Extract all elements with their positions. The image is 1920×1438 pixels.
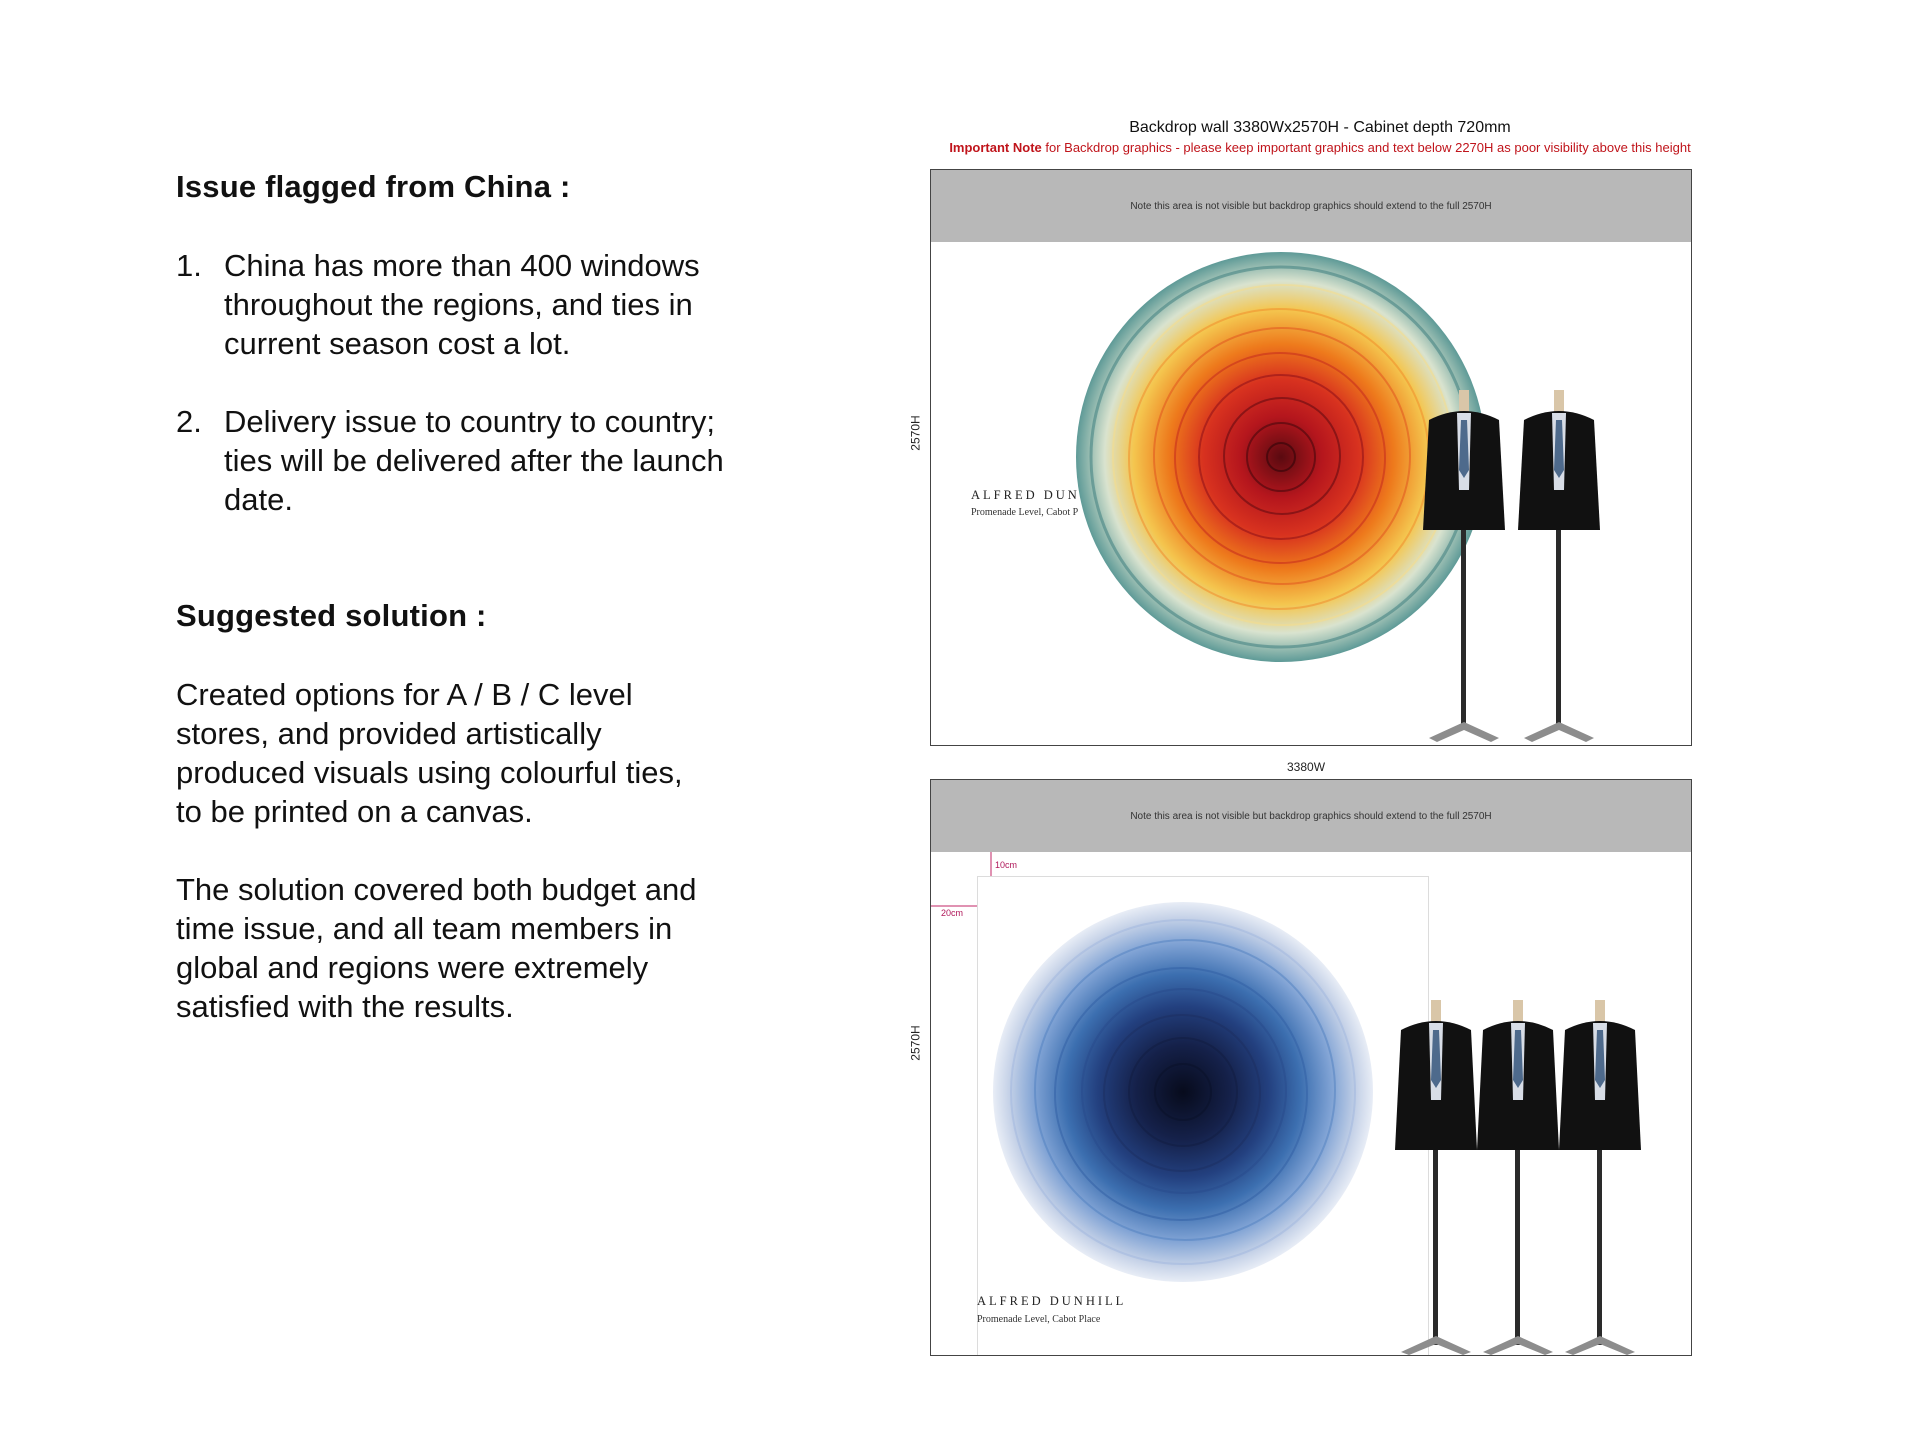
issue-list xyxy=(176,246,736,519)
margin-left-label: 20cm xyxy=(941,908,964,918)
list-item xyxy=(176,402,736,519)
band-note: Note this area is not visible but backdrop graphics should extend to the full 2570H xyxy=(1130,200,1492,212)
brand-name: ALFRED DUN xyxy=(971,488,1080,502)
tie-rose-cool-graphic xyxy=(993,902,1373,1282)
margin-markers xyxy=(931,852,991,906)
issue-heading: Issue flagged from China : xyxy=(176,169,571,204)
note-bold: Important Note xyxy=(949,140,1042,155)
solution-paragraph: Created options for A / B / C level stores, and provided artistically produced visuals using colourful ties, to be printed on a canvas. xyxy=(176,677,683,829)
mannequin xyxy=(1477,1000,1559,1355)
tie-rose-warm-graphic xyxy=(1076,252,1486,662)
brand-location: Promenade Level, Cabot P xyxy=(971,507,1079,518)
list-number: 2. xyxy=(176,404,202,439)
list-text: Delivery issue to country to country; ties will be delivered after the launch date. xyxy=(224,404,724,517)
backdrop-artwork-svg xyxy=(931,170,1691,745)
solution-heading: Suggested solution : xyxy=(176,598,487,633)
backdrop-title: Backdrop wall 3380Wx2570H - Cabinet depth 720mm xyxy=(1129,119,1511,136)
solution-paragraph: The solution covered both budget and time issue, and all team members in global and regions were extremely satisfied with the results. xyxy=(176,872,697,1024)
list-item xyxy=(176,246,736,363)
text-column xyxy=(176,168,736,1026)
margin-top-label: 10cm xyxy=(995,860,1018,870)
backdrop-panel-option-b xyxy=(930,779,1692,1356)
brand-name: ALFRED DUNHILL xyxy=(977,1294,1127,1308)
list-number: 1. xyxy=(176,248,202,283)
backdrop-important-note xyxy=(915,139,1725,157)
mannequin xyxy=(1518,390,1600,742)
mannequin xyxy=(1559,1000,1641,1355)
mannequin xyxy=(1395,1000,1477,1355)
band-note: Note this area is not visible but backdrop graphics should extend to the full 2570H xyxy=(1130,810,1492,822)
backdrop-artwork-svg xyxy=(931,780,1691,1355)
height-dimension-top: 2570H xyxy=(908,415,923,451)
height-dimension-bottom: 2570H xyxy=(908,1025,923,1061)
width-dimension: 3380W xyxy=(1287,760,1326,774)
backdrop-panel-option-a xyxy=(930,169,1692,746)
note-text: for Backdrop graphics - please keep important graphics and text below 2270H as poor visibility above this height xyxy=(1041,140,1691,155)
brand-location: Promenade Level, Cabot Place xyxy=(977,1314,1101,1325)
mannequin-group xyxy=(1395,1000,1641,1355)
list-text: China has more than 400 windows throughout the regions, and ties in current season cost a lot. xyxy=(224,248,700,361)
